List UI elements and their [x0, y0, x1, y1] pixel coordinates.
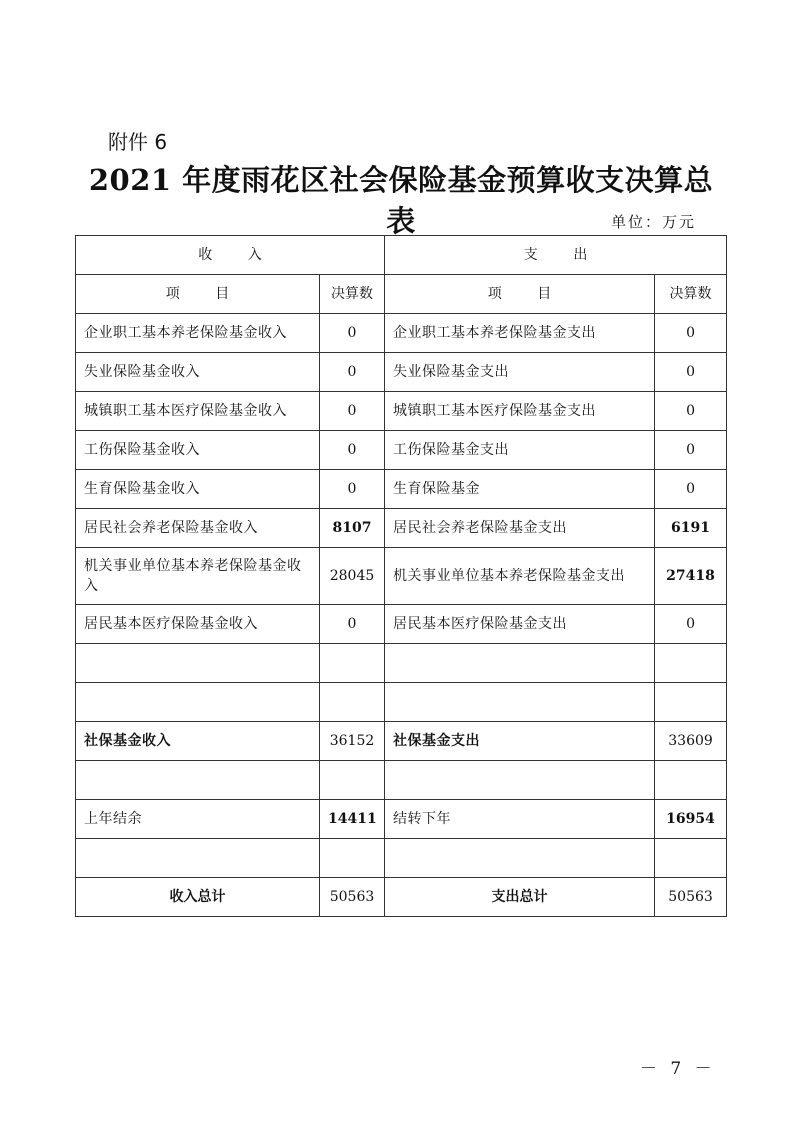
- empty-row: [76, 644, 727, 683]
- expense-amount: 0: [655, 605, 727, 644]
- expense-item: 生育保险基金: [385, 470, 655, 509]
- income-item-header: 项 目: [76, 275, 320, 314]
- carry-forward-label: 结转下年: [385, 800, 655, 839]
- empty-cell: [320, 683, 385, 722]
- table-row: [76, 353, 727, 392]
- expense-amount: 0: [655, 314, 727, 353]
- income-item: 企业职工基本养老保险基金收入: [76, 314, 320, 353]
- empty-cell: [76, 761, 320, 800]
- prior-year-balance-label: 上年结余: [76, 800, 320, 839]
- empty-row: [76, 761, 727, 800]
- empty-cell: [385, 683, 655, 722]
- prior-year-balance-amount: 14411: [320, 800, 385, 839]
- column-header-row: [76, 275, 727, 314]
- expense-item: 企业职工基本养老保险基金支出: [385, 314, 655, 353]
- income-amount: 0: [320, 314, 385, 353]
- empty-cell: [320, 644, 385, 683]
- subtotal-row: [76, 722, 727, 761]
- total-row: [76, 878, 727, 917]
- unit-label: 单位：万元: [610, 213, 696, 231]
- expense-item: 城镇职工基本医疗保险基金支出: [385, 392, 655, 431]
- income-amount: 0: [320, 353, 385, 392]
- expense-section-header: 支 出: [385, 236, 727, 275]
- expense-item: 机关事业单位基本养老保险基金支出: [385, 548, 655, 605]
- income-total-label: 收入总计: [76, 878, 320, 917]
- empty-cell: [76, 644, 320, 683]
- table-row: [76, 470, 727, 509]
- expense-item: 居民基本医疗保险基金支出: [385, 605, 655, 644]
- empty-cell: [655, 761, 727, 800]
- income-amount: 0: [320, 431, 385, 470]
- expense-item: 失业保险基金支出: [385, 353, 655, 392]
- income-amount: 28045: [320, 548, 385, 605]
- income-amount-header: 决算数: [320, 275, 385, 314]
- income-item: 工伤保险基金收入: [76, 431, 320, 470]
- income-item: 失业保险基金收入: [76, 353, 320, 392]
- income-amount: 8107: [320, 509, 385, 548]
- empty-cell: [385, 644, 655, 683]
- page-number: － 7 －: [640, 1059, 716, 1079]
- carry-forward-amount: 16954: [655, 800, 727, 839]
- expense-item: 居民社会养老保险基金支出: [385, 509, 655, 548]
- expense-amount-header: 决算数: [655, 275, 727, 314]
- expense-amount: 0: [655, 353, 727, 392]
- empty-cell: [76, 839, 320, 878]
- expense-subtotal-label: 社保基金支出: [385, 722, 655, 761]
- income-subtotal-label: 社保基金收入: [76, 722, 320, 761]
- expense-amount: 0: [655, 431, 727, 470]
- empty-cell: [385, 839, 655, 878]
- table-row: [76, 509, 727, 548]
- income-item: 居民基本医疗保险基金收入: [76, 605, 320, 644]
- empty-cell: [320, 839, 385, 878]
- empty-cell: [320, 761, 385, 800]
- section-header-row: [76, 236, 727, 275]
- income-section-header: 收 入: [76, 236, 385, 275]
- table-row: [76, 431, 727, 470]
- empty-cell: [76, 683, 320, 722]
- empty-cell: [655, 644, 727, 683]
- income-total-amount: 50563: [320, 878, 385, 917]
- expense-amount: 6191: [655, 509, 727, 548]
- empty-cell: [655, 839, 727, 878]
- income-amount: 0: [320, 470, 385, 509]
- expense-item: 工伤保险基金支出: [385, 431, 655, 470]
- income-amount: 0: [320, 392, 385, 431]
- income-item: 机关事业单位基本养老保险基金收入: [76, 548, 320, 605]
- expense-total-label: 支出总计: [385, 878, 655, 917]
- income-item: 居民社会养老保险基金收入: [76, 509, 320, 548]
- expense-subtotal-amount: 33609: [655, 722, 727, 761]
- income-amount: 0: [320, 605, 385, 644]
- empty-row: [76, 683, 727, 722]
- income-item: 生育保险基金收入: [76, 470, 320, 509]
- income-item: 城镇职工基本医疗保险基金收入: [76, 392, 320, 431]
- empty-cell: [385, 761, 655, 800]
- attachment-label: 附件 6: [108, 130, 168, 154]
- income-subtotal-amount: 36152: [320, 722, 385, 761]
- page-title: 2021 年度雨花区社会保险基金预算收支决算总表: [88, 163, 714, 238]
- expense-amount: 27418: [655, 548, 727, 605]
- expense-amount: 0: [655, 470, 727, 509]
- table-row: [76, 605, 727, 644]
- expense-amount: 0: [655, 392, 727, 431]
- table-row: [76, 392, 727, 431]
- table-row: [76, 314, 727, 353]
- expense-item-header: 项 目: [385, 275, 655, 314]
- empty-cell: [655, 683, 727, 722]
- empty-row: [76, 839, 727, 878]
- expense-total-amount: 50563: [655, 878, 727, 917]
- budget-table: [75, 235, 727, 917]
- table-row: [76, 548, 727, 605]
- balance-row: [76, 800, 727, 839]
